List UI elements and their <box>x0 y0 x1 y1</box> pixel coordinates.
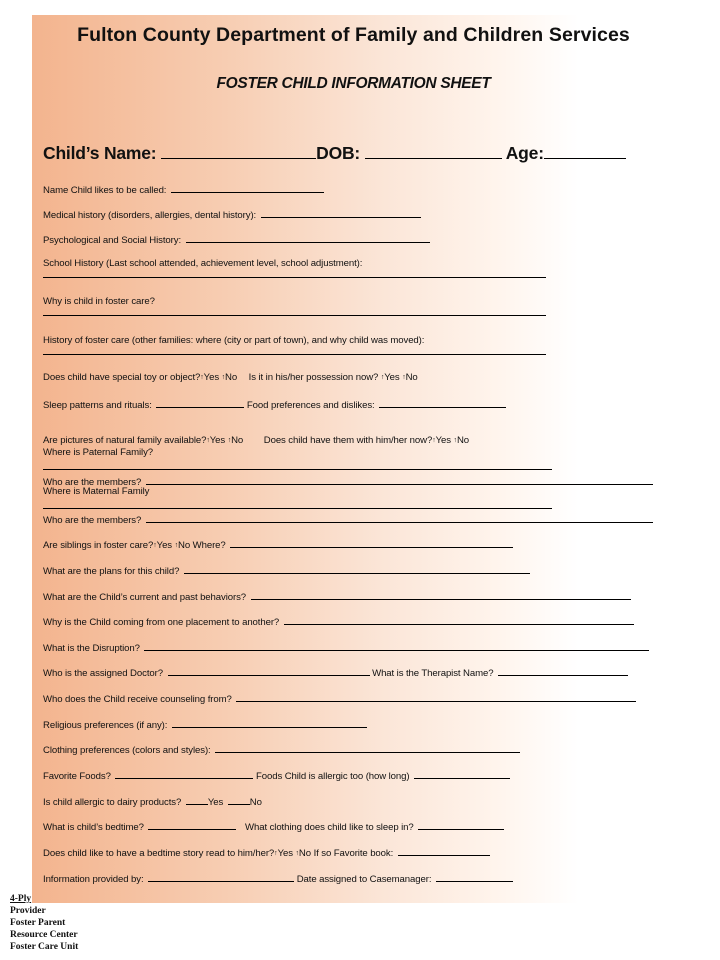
maternal-row <box>43 486 149 498</box>
child-name-field[interactable] <box>161 144 316 159</box>
sleepwear-label: What clothing does child like to sleep in? <box>245 822 414 833</box>
paternal-members-label: Who are the members? <box>43 477 142 488</box>
no-option: No <box>178 540 191 551</box>
siblings-label: Are siblings in foster care? <box>43 540 154 551</box>
doctor-label: Who is the assigned Doctor? <box>43 668 163 679</box>
date-assigned-field[interactable] <box>436 872 513 882</box>
school-label: School History (Last school attended, achievement level, school adjustment): <box>43 258 363 269</box>
yes-checkbox[interactable]: ↑ <box>153 542 157 549</box>
special-toy-label: Does child have special toy or object? <box>43 372 201 383</box>
sleep-label: Sleep patterns and rituals: <box>43 400 152 411</box>
medical-label: Medical history (disorders, allergies, dental history): <box>43 210 257 221</box>
bedtime-field[interactable] <box>148 820 236 830</box>
no-checkbox[interactable]: ↑ <box>453 437 457 444</box>
disruption-row <box>43 641 649 655</box>
copy-resource-center: Resource Center <box>10 930 78 940</box>
therapist-label: What is the Therapist Name? <box>372 668 494 679</box>
clothing-row <box>43 743 520 757</box>
dairy-row <box>43 795 262 809</box>
favorite-book-field[interactable] <box>398 846 490 856</box>
foods-row <box>43 769 510 783</box>
psych-label: Psychological and Social History: <box>43 235 182 246</box>
yes-option: Yes <box>156 540 173 551</box>
provided-by-field[interactable] <box>148 872 294 882</box>
behaviors-label: What are the Child’s current and past behaviors? <box>43 592 247 603</box>
copy-foster-care-unit: Foster Care Unit <box>10 942 79 952</box>
nickname-field[interactable] <box>171 183 324 193</box>
foster-history-field[interactable] <box>43 354 546 355</box>
no-option: No <box>225 372 238 383</box>
foster-history-row <box>43 335 424 347</box>
yes-option: Yes <box>435 435 451 446</box>
provided-by-row <box>43 872 513 886</box>
bedtime-story-label: Does child like to have a bedtime story read to him/her? <box>43 848 275 859</box>
copy-foster-parent: Foster Parent <box>10 918 66 928</box>
religion-label: Religious preferences (if any): <box>43 720 168 731</box>
yes-checkbox[interactable]: ↑ <box>274 850 278 857</box>
paternal-members-field[interactable] <box>146 475 653 485</box>
toy-possession-label: Is it in his/her possession now? <box>248 372 379 383</box>
why-foster-field[interactable] <box>43 315 546 316</box>
sleep-food-row <box>43 398 506 412</box>
psych-row <box>43 233 430 247</box>
child-identity-row <box>43 143 626 164</box>
pictures-row <box>43 435 469 447</box>
no-checkbox[interactable]: ↑ <box>402 374 406 381</box>
dairy-yes-field[interactable] <box>186 795 208 805</box>
no-checkbox[interactable]: ↑ <box>227 437 232 444</box>
date-assigned-label: Date assigned to Casemanager: <box>296 874 432 885</box>
school-field[interactable] <box>43 277 546 278</box>
school-row <box>43 258 362 270</box>
pictures-with-label: Does child have them with him/her now? <box>263 435 433 446</box>
why-foster-label: Why is child in foster care? <box>43 296 155 307</box>
sleep-field[interactable] <box>156 398 244 408</box>
counseling-row <box>43 692 636 706</box>
food-field[interactable] <box>379 398 506 408</box>
copy-provider: Provider <box>10 906 46 916</box>
provided-by-label: Information provided by: <box>43 874 144 885</box>
maternal-members-label: Who are the members? <box>43 515 142 526</box>
counseling-field[interactable] <box>236 692 636 702</box>
religion-field[interactable] <box>172 718 367 728</box>
maternal-label: Where is Maternal Family <box>43 486 150 497</box>
why-foster-row <box>43 296 155 308</box>
dob-label: DOB: <box>316 143 361 163</box>
child-name-label: Child’s Name: <box>43 143 157 163</box>
religion-row <box>43 718 367 732</box>
disruption-field[interactable] <box>144 641 649 651</box>
no-checkbox[interactable]: ↑ <box>295 850 299 857</box>
clothing-label: Clothing preferences (colors and styles): <box>43 745 211 756</box>
therapist-field[interactable] <box>498 666 628 676</box>
organization-heading: Fulton County Department of Family and Children Services <box>77 24 630 46</box>
maternal-field[interactable] <box>43 508 552 509</box>
allergic-foods-field[interactable] <box>414 769 510 779</box>
no-option: No <box>249 797 262 808</box>
yes-option: Yes <box>384 372 400 383</box>
dairy-label: Is child allergic to dairy products? <box>43 797 182 808</box>
dairy-no-field[interactable] <box>228 795 250 805</box>
yes-checkbox[interactable]: ↑ <box>432 437 436 444</box>
clothing-field[interactable] <box>215 743 520 753</box>
no-option: No <box>298 848 311 859</box>
placement-reason-field[interactable] <box>284 615 634 625</box>
behaviors-field[interactable] <box>251 590 631 600</box>
siblings-where-label: Where? <box>192 540 226 551</box>
ply-label: 4-Ply <box>10 894 32 904</box>
plans-label: What are the plans for this child? <box>43 566 180 577</box>
yes-option: Yes <box>209 435 226 446</box>
no-checkbox[interactable]: ↑ <box>221 374 226 381</box>
medical-field[interactable] <box>261 208 421 218</box>
no-option: No <box>231 435 244 446</box>
favorite-foods-label: Favorite Foods? <box>43 771 111 782</box>
yes-checkbox[interactable]: ↑ <box>206 437 210 444</box>
dob-field[interactable] <box>365 144 502 159</box>
food-label: Food preferences and dislikes: <box>246 400 375 411</box>
age-label: Age: <box>505 143 544 163</box>
no-option: No <box>405 372 418 383</box>
plans-field[interactable] <box>184 564 530 574</box>
counseling-label: Who does the Child receive counseling from? <box>43 694 232 705</box>
doctor-field[interactable] <box>168 666 370 676</box>
maternal-members-field[interactable] <box>146 513 653 523</box>
favorite-foods-field[interactable] <box>115 769 253 779</box>
yes-option: Yes <box>203 372 220 383</box>
doctor-therapist-row <box>43 666 628 680</box>
pictures-label: Are pictures of natural family available? <box>43 435 207 446</box>
bedtime-label: What is child’s bedtime? <box>43 822 144 833</box>
nickname-row <box>43 183 324 197</box>
yes-checkbox[interactable]: ↑ <box>380 374 385 381</box>
psych-field[interactable] <box>186 233 430 243</box>
paternal-label: Where is Paternal Family? <box>43 447 153 458</box>
maternal-members-row <box>43 513 653 527</box>
siblings-row <box>43 538 513 552</box>
no-option: No <box>456 435 470 446</box>
age-field[interactable] <box>544 144 626 159</box>
medical-row <box>43 208 421 222</box>
placement-reason-label: Why is the Child coming from one placement to another? <box>43 617 280 628</box>
no-checkbox[interactable]: ↑ <box>174 542 178 549</box>
favorite-book-label: If so Favorite book: <box>313 848 394 859</box>
foster-history-label: History of foster care (other families: where (city or part of town), and why child was moved): <box>43 335 425 346</box>
special-toy-row <box>43 372 418 384</box>
bedtime-story-row <box>43 846 490 860</box>
distribution-footer <box>10 893 78 953</box>
sleepwear-field[interactable] <box>418 820 504 830</box>
placement-reason-row <box>43 615 634 629</box>
plans-row <box>43 564 530 578</box>
siblings-where-field[interactable] <box>230 538 513 548</box>
form-title: FOSTER CHILD INFORMATION SHEET <box>216 75 491 92</box>
disruption-label: What is the Disruption? <box>43 643 140 654</box>
yes-option: Yes <box>207 797 224 808</box>
bedtime-row <box>43 820 504 834</box>
paternal-row <box>43 447 153 459</box>
behaviors-row <box>43 590 631 604</box>
allergic-foods-label: Foods Child is allergic too (how long) <box>255 771 410 782</box>
yes-option: Yes <box>277 848 293 859</box>
paternal-field[interactable] <box>43 469 552 470</box>
nickname-label: Name Child likes to be called: <box>43 185 167 196</box>
yes-checkbox[interactable]: ↑ <box>200 374 204 381</box>
